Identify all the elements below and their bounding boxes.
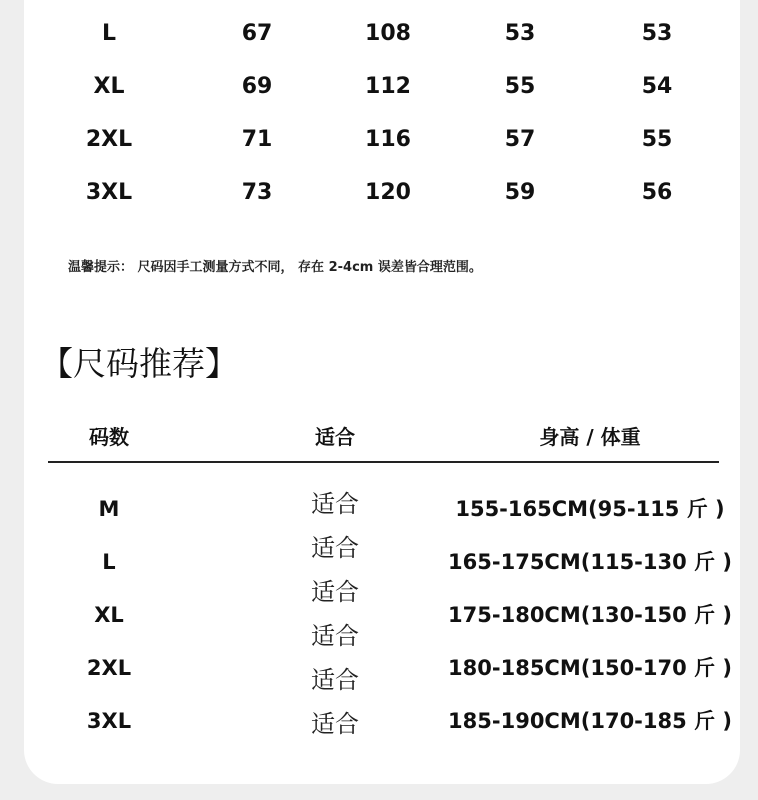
recommend-size: L: [102, 550, 116, 574]
size-cell: 3XL: [85, 180, 133, 205]
sleeve-cell: 53: [641, 21, 673, 46]
sleeve-cell: 55: [641, 127, 673, 152]
measurement-tip: 温馨提示： 尺码因手工测量方式不同， 存在 2-4cm 误差皆合理范围。: [68, 260, 482, 275]
height-weight-range: 180-185CM(150-170 斤 ): [448, 656, 732, 680]
fit-label: 适合: [311, 490, 359, 518]
fit-label: 适合: [311, 666, 359, 694]
length-cell: 67: [241, 21, 273, 46]
header-height-weight: 身高 / 体重: [539, 425, 641, 449]
table-row: [24, 67, 740, 107]
table-row: [24, 120, 740, 160]
header-size: 码数: [89, 425, 129, 449]
height-weight-range: 175-180CM(130-150 斤 ): [448, 603, 732, 627]
sleeve-cell: 54: [641, 74, 673, 99]
height-weight-range: 155-165CM(95-115 斤 ): [455, 497, 725, 521]
table-row: [24, 173, 740, 213]
height-weight-range: 185-190CM(170-185 斤 ): [448, 709, 732, 733]
recommend-size: 2XL: [86, 656, 132, 680]
shoulder-cell: 59: [504, 180, 536, 205]
chest-cell: 112: [365, 74, 411, 99]
fit-label: 适合: [311, 710, 359, 738]
recommendation-header: [24, 420, 740, 454]
recommend-size: 3XL: [86, 709, 132, 733]
size-cell: L: [101, 21, 117, 46]
recommend-size: M: [98, 497, 120, 521]
shoulder-cell: 55: [504, 74, 536, 99]
sleeve-cell: 56: [641, 180, 673, 205]
chest-cell: 120: [365, 180, 411, 205]
header-fit: 适合: [315, 425, 355, 449]
shoulder-cell: 53: [504, 21, 536, 46]
length-cell: 73: [241, 180, 273, 205]
length-cell: 71: [241, 127, 273, 152]
fit-label: 适合: [311, 622, 359, 650]
size-chart-card: [24, 0, 740, 784]
size-cell: XL: [93, 74, 125, 99]
section-title: 【尺码推荐】: [40, 344, 238, 383]
table-row: [24, 14, 740, 54]
fit-label: 适合: [311, 578, 359, 606]
height-weight-range: 165-175CM(115-130 斤 ): [448, 550, 732, 574]
chest-cell: 108: [365, 21, 411, 46]
size-cell: 2XL: [85, 127, 133, 152]
recommend-size: XL: [94, 603, 124, 627]
fit-label: 适合: [311, 534, 359, 562]
length-cell: 69: [241, 74, 273, 99]
header-divider: [48, 461, 719, 463]
chest-cell: 116: [365, 127, 411, 152]
shoulder-cell: 57: [504, 127, 536, 152]
